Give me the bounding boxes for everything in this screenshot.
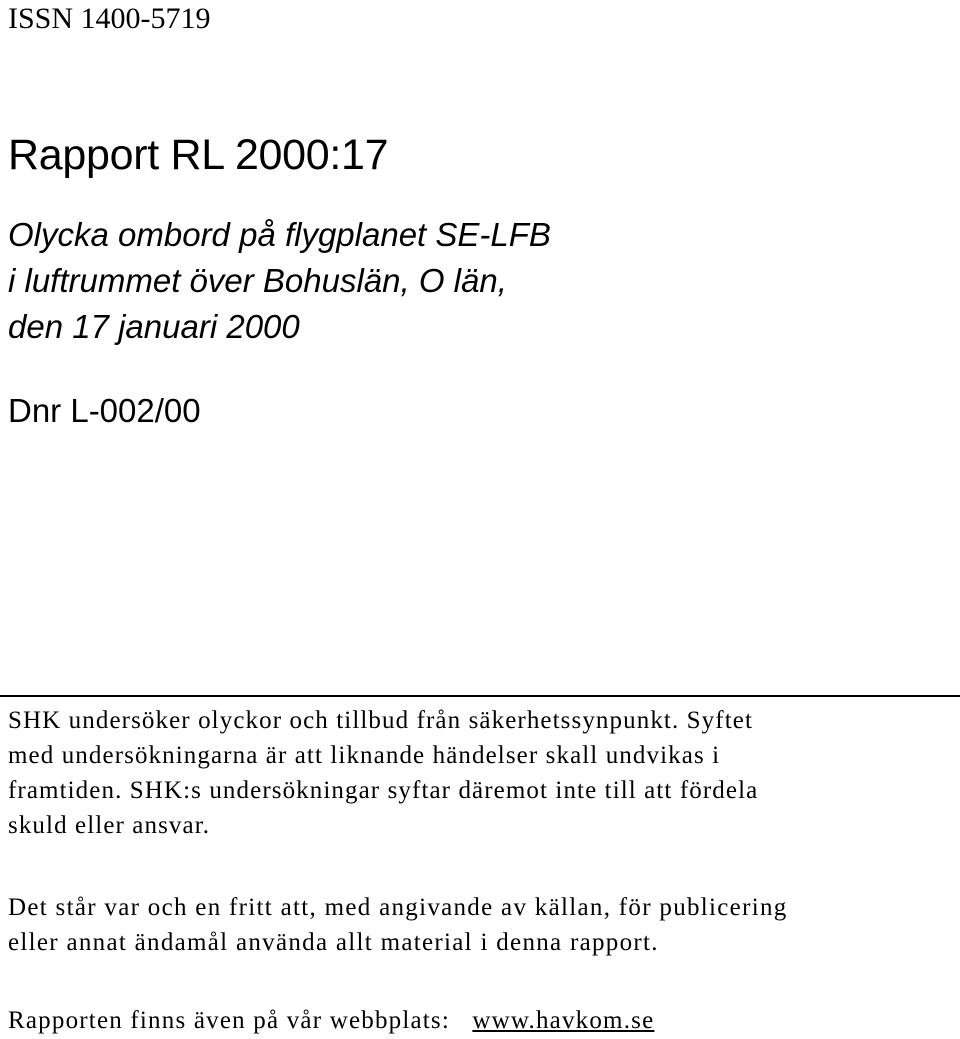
website-link[interactable]: www.havkom.se (472, 1007, 655, 1034)
paragraph-line: eller annat ändamål använda allt material i denna rapport. (8, 929, 659, 956)
paragraph-line: framtiden. SHK:s undersökningar syftar däremot inte till att fördela (8, 777, 759, 804)
paragraph-line: Det står var och en fritt att, med angivande av källan, för publicering (8, 894, 788, 921)
report-subtitle (8, 212, 551, 350)
issn-number: ISSN 1400-5719 (8, 2, 211, 35)
website-line (8, 1003, 654, 1038)
paragraph-line: med undersökningarna är att liknande händelser skall undvikas i (8, 742, 721, 769)
paragraph-line: skuld eller ansvar. (8, 812, 211, 839)
subtitle-line: den 17 januari 2000 (8, 308, 300, 345)
website-prefix: Rapporten finns även på vår webbplats: (8, 1007, 451, 1034)
usage-paragraph (8, 890, 958, 960)
subtitle-line: Olycka ombord på flygplanet SE-LFB (8, 216, 551, 253)
diary-number: Dnr L-002/00 (8, 392, 201, 429)
report-title: Rapport RL 2000:17 (8, 131, 389, 179)
purpose-paragraph (8, 703, 958, 843)
paragraph-line: SHK undersöker olyckor och tillbud från säkerhetssynpunkt. Syftet (8, 707, 753, 734)
subtitle-line: i luftrummet över Bohuslän, O län, (8, 262, 507, 299)
horizontal-divider (0, 695, 960, 697)
